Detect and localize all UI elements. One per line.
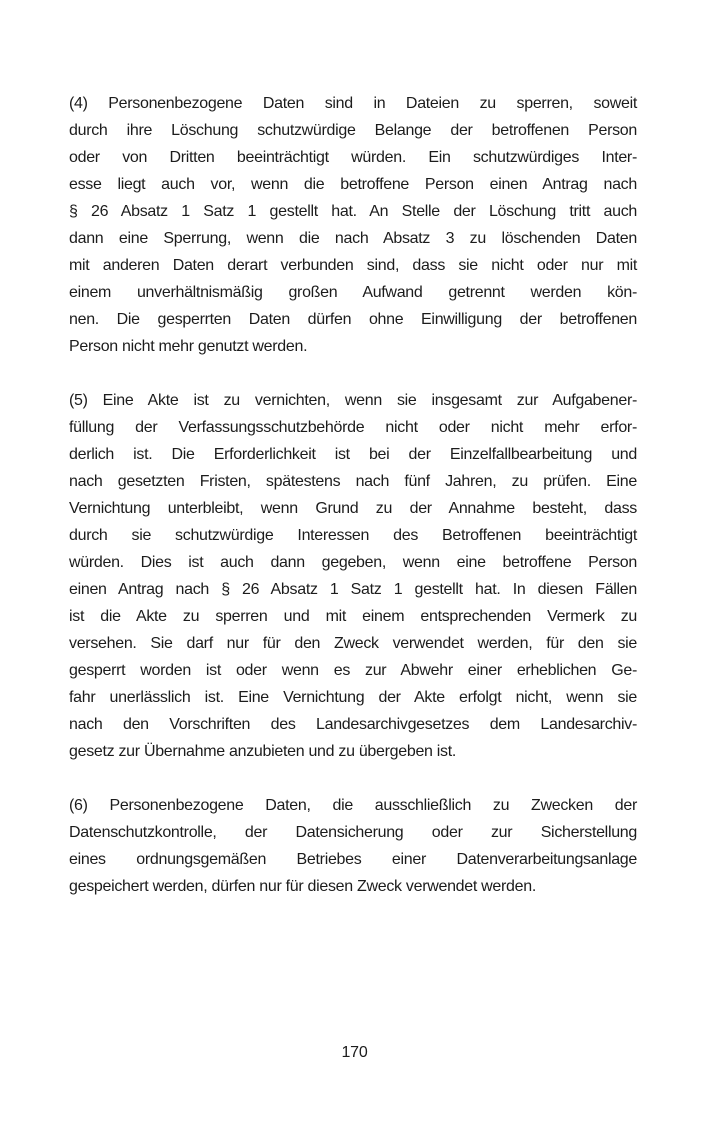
text-line: gesperrt worden ist oder wenn es zur Abwehr einer erheblichen Ge- — [69, 662, 637, 679]
text-line: Person nicht mehr genutzt werden. — [69, 338, 308, 355]
text-line: mit anderen Daten derart verbunden sind, dass sie nicht oder nur mit — [69, 257, 637, 274]
page-number: 170 — [341, 1044, 368, 1061]
text-line: ist die Akte zu sperren und mit einem entsprechenden Vermerk zu — [69, 608, 637, 625]
paragraph-4 — [69, 90, 637, 360]
text-line: füllung der Verfassungsschutzbehörde nicht oder nicht mehr erfor- — [69, 419, 637, 436]
text-line: (4) Personenbezogene Daten sind in Dateien zu sperren, soweit — [69, 95, 637, 112]
text-line: nen. Die gesperrten Daten dürfen ohne Einwilligung der betroffenen — [69, 311, 637, 328]
text-line: Vernichtung unterbleibt, wenn Grund zu der Annahme besteht, dass — [69, 500, 637, 517]
text-line: einen Antrag nach § 26 Absatz 1 Satz 1 gestellt hat. In diesen Fällen — [69, 581, 637, 598]
text-line: würden. Dies ist auch dann gegeben, wenn eine betroffene Person — [69, 554, 637, 571]
text-line: Datenschutzkontrolle, der Datensicherung oder zur Sicherstellung — [69, 824, 637, 841]
text-line: (6) Personenbezogene Daten, die ausschließlich zu Zwecken der — [69, 797, 637, 814]
text-line: oder von Dritten beeinträchtigt würden. Ein schutzwürdiges Inter- — [69, 149, 637, 166]
text-line: gesetz zur Übernahme anzubieten und zu übergeben ist. — [69, 743, 457, 760]
text-line: (5) Eine Akte ist zu vernichten, wenn sie insgesamt zur Aufgabener- — [69, 392, 637, 409]
text-line: einem unverhältnismäßig großen Aufwand getrennt werden kön- — [69, 284, 637, 301]
paragraph-5 — [69, 387, 637, 765]
text-line: eines ordnungsgemäßen Betriebes einer Datenverarbeitungsanlage — [69, 851, 637, 868]
text-line: fahr unerlässlich ist. Eine Vernichtung der Akte erfolgt nicht, wenn sie — [69, 689, 637, 706]
text-line: derlich ist. Die Erforderlichkeit ist bei der Einzelfallbearbeitung und — [69, 446, 637, 463]
text-line: durch sie schutzwürdige Interessen des Betroffenen beeinträchtigt — [69, 527, 637, 544]
text-block — [69, 90, 637, 927]
text-line: nach gesetzten Fristen, spätestens nach fünf Jahren, zu prüfen. Eine — [69, 473, 637, 490]
text-line: nach den Vorschriften des Landesarchivgesetzes dem Landesarchiv- — [69, 716, 637, 733]
paragraph-6 — [69, 792, 637, 900]
text-line: esse liegt auch vor, wenn die betroffene Person einen Antrag nach — [69, 176, 637, 193]
text-line: gespeichert werden, dürfen nur für diesen Zweck verwendet werden. — [69, 878, 536, 895]
text-line: durch ihre Löschung schutzwürdige Belange der betroffenen Person — [69, 122, 637, 139]
text-line: § 26 Absatz 1 Satz 1 gestellt hat. An Stelle der Löschung tritt auch — [69, 203, 637, 220]
text-line: versehen. Sie darf nur für den Zweck verwendet werden, für den sie — [69, 635, 637, 652]
text-line: dann eine Sperrung, wenn die nach Absatz 3 zu löschenden Daten — [69, 230, 637, 247]
